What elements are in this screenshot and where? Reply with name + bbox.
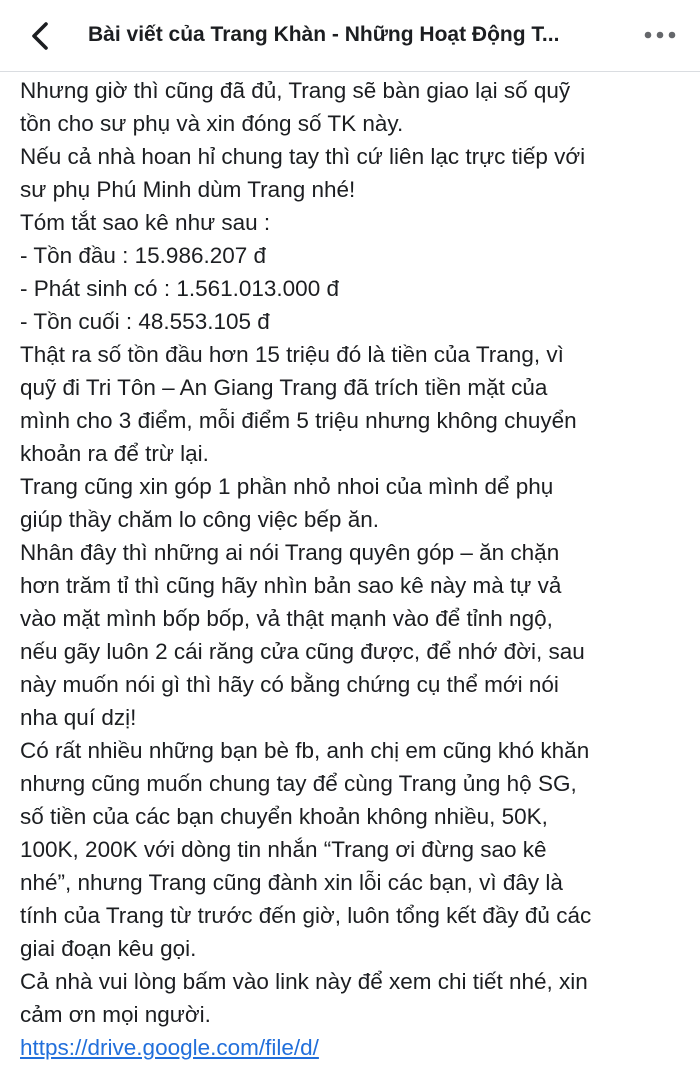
post-line: - Tồn đầu : 15.986.207 đ — [20, 243, 267, 268]
post-line: Trang cũng xin góp 1 phần nhỏ nhoi của mình dể phụ — [20, 474, 554, 499]
post-line: này muốn nói gì thì hãy có bằng chứng cụ thể mới nói — [20, 672, 559, 697]
post-line: mình cho 3 điểm, mỗi điểm 5 triệu nhưng không chuyển — [20, 408, 577, 433]
back-button[interactable] — [20, 16, 60, 56]
post-line: khoản ra để trừ lại. — [20, 441, 209, 466]
post-line: Tóm tắt sao kê như sau : — [20, 210, 271, 235]
post-line: Cả nhà vui lòng bấm vào link này để xem chi tiết nhé, xin — [20, 969, 588, 994]
post-line: nếu gãy luôn 2 cái răng cửa cũng được, để nhớ đời, sau — [20, 639, 585, 664]
chevron-left-icon — [29, 21, 51, 51]
page-title: Bài viết của Trang Khàn - Những Hoạt Động T... — [88, 23, 560, 46]
post-line: Nhân đây thì những ai nói Trang quyên góp – ăn chặn — [20, 540, 560, 565]
post-line: hơn trăm tỉ thì cũng hãy nhìn bản sao kê này mà tự vả — [20, 573, 562, 598]
post-line: Thật ra số tồn đầu hơn 15 triệu đó là tiền của Trang, vì — [20, 342, 564, 367]
drive-link[interactable]: https://drive.google.com/file/d/ — [20, 1035, 319, 1060]
post-line: giai đoạn kêu gọi. — [20, 936, 197, 961]
post-line: nha quí dzị! — [20, 705, 137, 730]
post-line: nhé”, nhưng Trang cũng đành xin lỗi các bạn, vì đây là — [20, 870, 563, 895]
post-text — [20, 74, 690, 1064]
post-line: 100K, 200K với dòng tin nhắn “Trang ơi đừng sao kê — [20, 837, 547, 862]
post-line: cảm ơn mọi người. — [20, 1002, 211, 1027]
post-line: nhưng cũng muốn chung tay để cùng Trang ủng hộ SG, — [20, 771, 577, 796]
post-line: tồn cho sư phụ và xin đóng số TK này. — [20, 111, 404, 136]
post-line: quỹ đi Tri Tôn – An Giang Trang đã trích tiền mặt của — [20, 375, 548, 400]
post-line: tính của Trang từ trước đến giờ, luôn tổng kết đầy đủ các — [20, 903, 592, 928]
more-horizontal-icon — [644, 31, 676, 39]
post-line: vào mặt mình bốp bốp, vả thật mạnh vào để tỉnh ngộ, — [20, 606, 553, 631]
post-line: - Phát sinh có : 1.561.013.000 đ — [20, 276, 339, 301]
post-line: sư phụ Phú Minh dùm Trang nhé! — [20, 177, 356, 202]
top-bar — [0, 0, 700, 72]
more-options-button[interactable] — [638, 20, 682, 50]
post-line: Nếu cả nhà hoan hỉ chung tay thì cứ liên lạc trực tiếp với — [20, 144, 586, 169]
post-line: Có rất nhiều những bạn bè fb, anh chị em cũng khó khăn — [20, 738, 590, 763]
post-line: - Tồn cuối : 48.553.105 đ — [20, 309, 270, 334]
post-line: Nhưng giờ thì cũng đã đủ, Trang sẽ bàn giao lại số quỹ — [20, 78, 571, 103]
post-line: số tiền của các bạn chuyển khoản không nhiều, 50K, — [20, 804, 548, 829]
post-line: giúp thầy chăm lo công việc bếp ăn. — [20, 507, 379, 532]
